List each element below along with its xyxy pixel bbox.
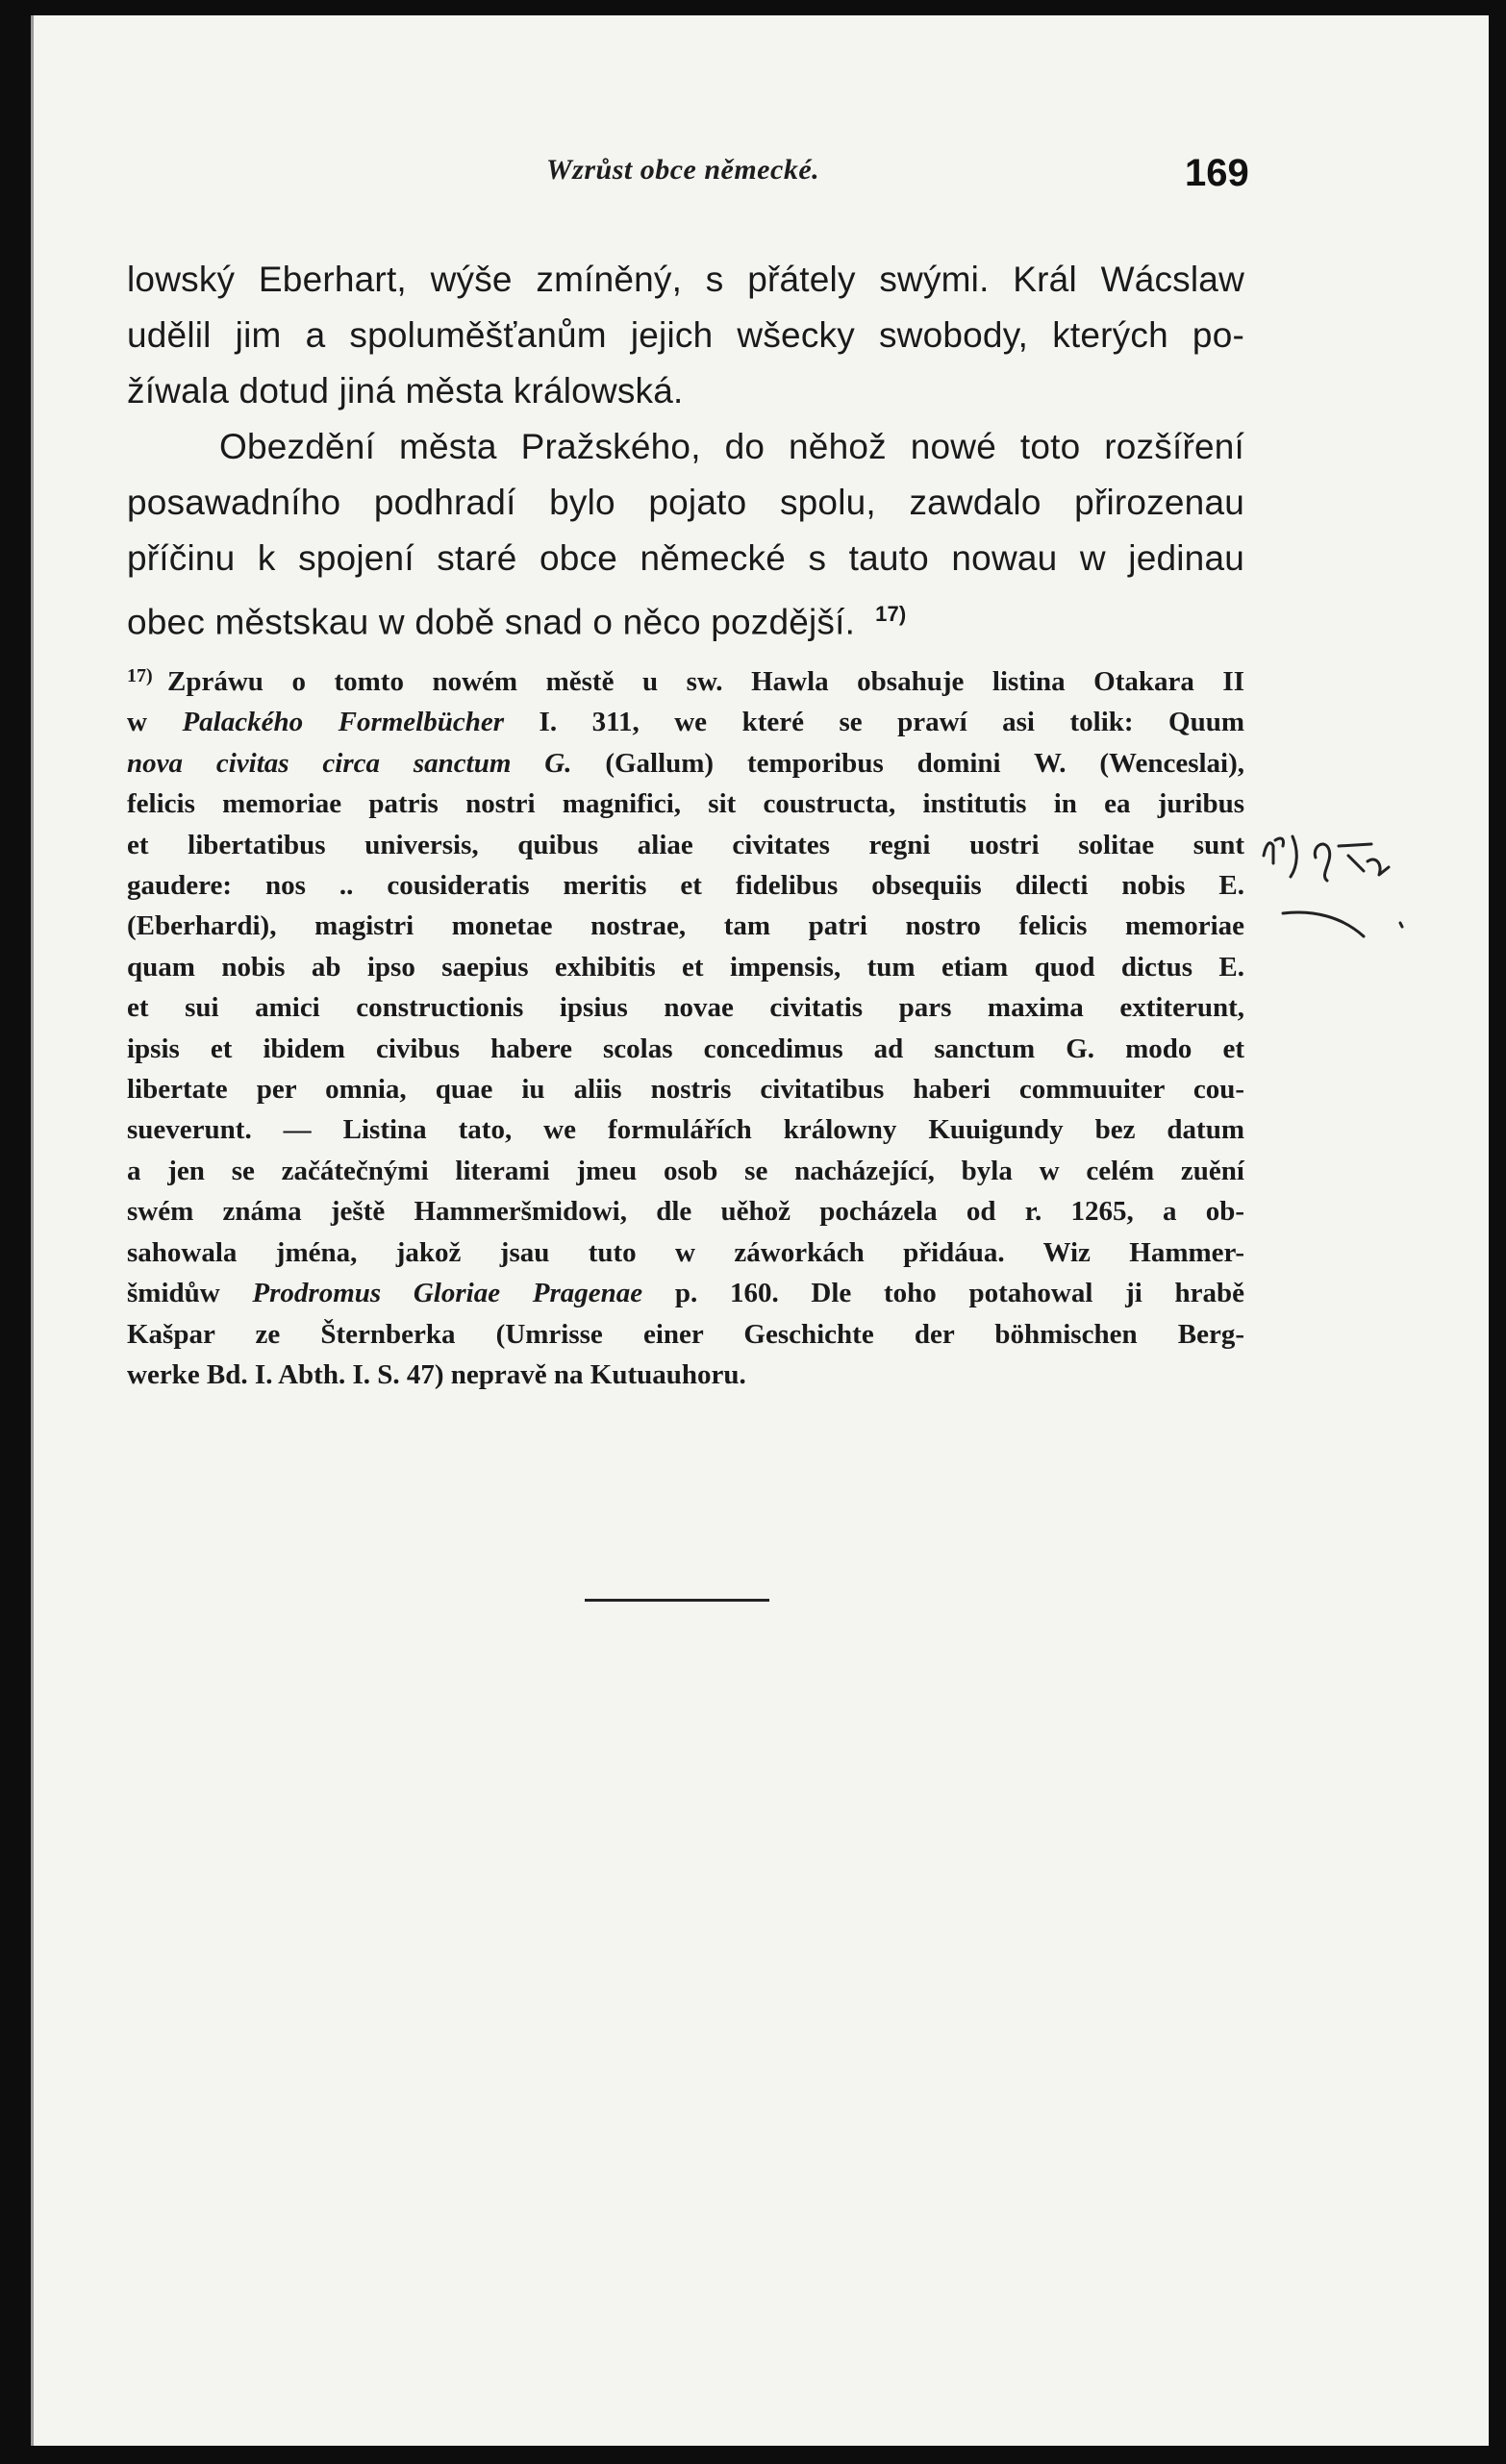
footnote-line: felicis memoriae patris nostri magnifici, sit coustructa, institutis in ea juribus [127,788,1244,820]
pen-stroke [1264,843,1273,863]
footnote-reference: 17) [875,602,907,626]
footnote-line [127,1273,1244,1313]
footnote-line: swém známa ještě Hammeršmidowi, dle uěhož pocházela od r. 1265, a ob- [127,1196,1244,1228]
footnote-citation: Palackého Formelbücher [182,707,505,738]
footnote-mark: 17) [127,665,153,686]
pen-stroke [1368,859,1389,875]
body-paragraphs [127,252,1244,650]
footnote-text: p. 160. Dle toho potahowal ji hrabě [674,1278,1244,1309]
footnote-text: šmidůw [127,1278,220,1309]
pen-stroke [1283,912,1364,936]
pen-stroke [1291,836,1296,877]
footnote-line: quam nobis ab ipso saepius exhibitis et impensis, tum etiam quod dictus E. [127,951,1244,983]
footnote-line: sueverunt. — Listina tato, we formulářích králowny Kuuigundy bez datum [127,1114,1244,1146]
body-line: příčinu k spojení staré obce německé s tauto nowau w jedinau [127,538,1244,578]
footnote-line: a jen se začátečnými literami jmeu osob se nacházející, byla w celém zuění [127,1155,1244,1186]
footnote-line: et sui amici constructionis ipsius novae civitatis pars maxima extiterunt, [127,992,1244,1024]
footnote-text: I. 311, we které se prawí asi tolik: Quum [539,707,1245,738]
footnote-citation: Prodromus Gloriae Pragenae [252,1278,643,1309]
pen-stroke [1315,844,1329,881]
footnote-line: sahowala jména, jakož jsau tuto w záworkách přidáua. Wiz Hammer- [127,1236,1244,1268]
footnote-line: (Eberhardi), magistri monetae nostrae, tam patri nostro felicis memoriae [127,910,1244,942]
body-line: udělil jim a spoluměšťanům jejich wšecky swobody, kterých po- [127,315,1244,355]
pen-stroke [1275,838,1284,846]
pen-stroke [1339,844,1371,871]
footnote-line: gaudere: nos .. cousideratis meritis et fidelibus obsequiis dilecti nobis E. [127,870,1244,902]
body-line: žíwala dotud jiná města králowská. [127,371,684,411]
footnote-line: libertate per omnia, quae iu aliis nostris civitatibus haberi commuuiter cou- [127,1074,1244,1106]
footnote-line [127,702,1244,742]
footnote-line: werke Bd. I. Abth. I. S. 47) nepravě na Kutuauhoru. [127,1358,746,1390]
footnote-line [127,743,1244,784]
footnote-line: Kašpar ze Šternberka (Umrisse einer Geschichte der böhmischen Berg- [127,1318,1244,1350]
footnote-text: (Gallum) temporibus domini W. (Wenceslai), [605,747,1244,779]
body-line: posawadního podhradí bylo pojato spolu, zawdalo přirozenau [127,483,1244,522]
footnote-line [127,661,1244,702]
body-line: Obezdění města Pražského, do něhož nowé toto rozšíření [219,427,1244,466]
footnote [127,661,1244,1395]
pen-stroke [1400,923,1402,927]
footnote-text: Zpráwu o tomto nowém městě u sw. Hawla obsahuje listina Otakara II [167,666,1244,697]
page-edge [31,15,34,2446]
footnote-citation: nova civitas circa sanctum G. [127,747,572,779]
footnote-line: et libertatibus universis, quibus aliae civitates regni uostri solitae sunt [127,829,1244,860]
running-header: Wzrůst obce německé. [546,154,820,186]
footnote-text: w [127,707,147,738]
closing-rule [585,1599,769,1602]
handwritten-annotation [1256,817,1429,981]
footnote-line: ipsis et ibidem civibus habere scolas concedimus ad sanctum G. modo et [127,1033,1244,1064]
body-line: lowský Eberhart, wýše zmíněný, s přátely swými. Král Wácslaw [127,260,1244,299]
body-line-last [127,586,1244,650]
page-number: 169 [1185,152,1249,194]
body-line-text: obec městskau w době snad o něco pozdější. [127,602,856,642]
